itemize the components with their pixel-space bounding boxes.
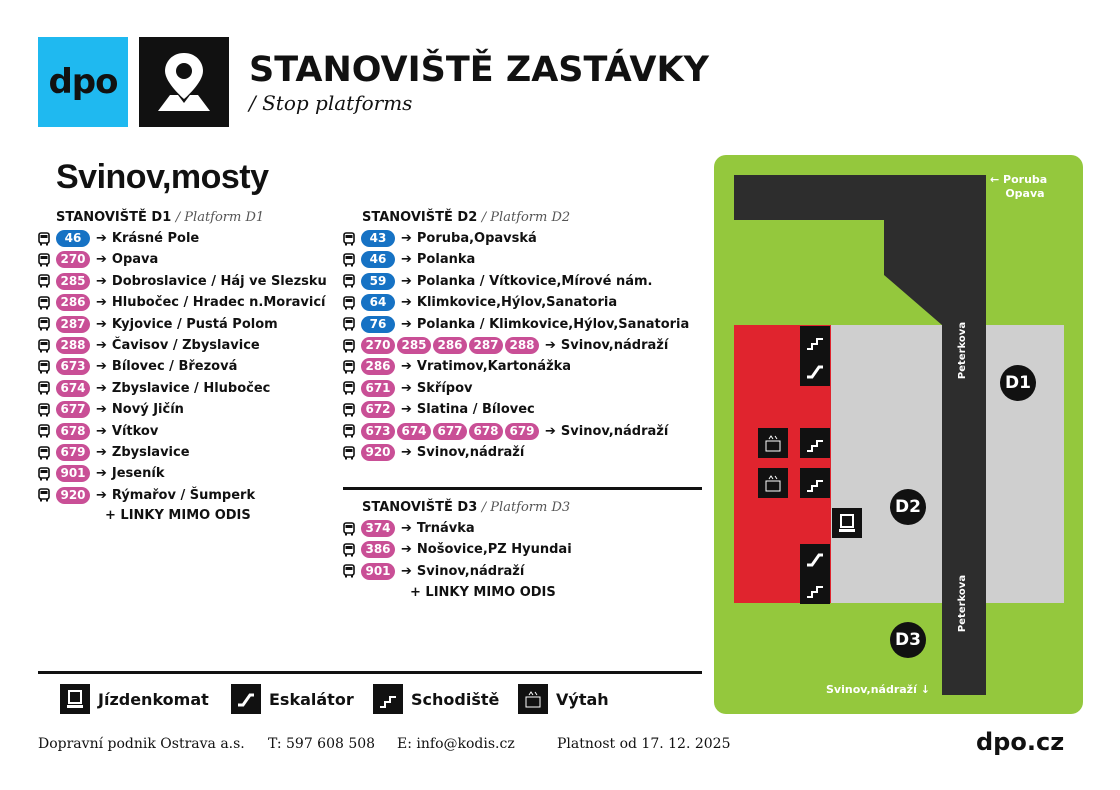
arrow-icon: ➔ <box>96 466 107 482</box>
street-label-north: Peterkova <box>957 321 969 380</box>
destination: Svinov,nádraží <box>416 445 525 460</box>
line-badge: 374 <box>361 520 395 537</box>
route-row <box>343 228 537 249</box>
arrow-icon: ➔ <box>401 359 412 375</box>
logo-text: dpo <box>48 62 118 102</box>
destination: Nošovice,PZ Hyundai <box>416 542 572 558</box>
route-row <box>38 314 278 335</box>
bus-icon <box>38 360 50 374</box>
website-link[interactable]: dpo.cz <box>976 728 1065 756</box>
route-row <box>343 292 617 313</box>
bus-icon <box>343 296 355 310</box>
destination: Jeseník <box>111 466 165 482</box>
arrow-icon: ➔ <box>401 380 412 396</box>
destination: Krásné Pole <box>111 231 200 246</box>
destination: Skřípov <box>416 380 473 396</box>
route-row <box>38 399 184 420</box>
arrow-icon: ➔ <box>401 445 412 460</box>
footer-company: Dopravní podnik Ostrava a.s. <box>38 736 245 752</box>
bus-icon <box>343 253 355 267</box>
arrow-icon: ➔ <box>401 316 412 332</box>
bus-icon <box>343 564 355 578</box>
arrow-icon: ➔ <box>96 423 107 439</box>
line-badge: 673 <box>56 358 90 375</box>
line-badge: 901 <box>56 465 90 482</box>
platform-d3-marker: D3 <box>890 622 926 658</box>
bus-icon <box>343 522 355 536</box>
stairs-icon <box>373 684 403 714</box>
platform-d3-extra: + LINKY MIMO ODIS <box>410 585 556 600</box>
line-badge: 59 <box>361 273 395 290</box>
line-badge: 678 <box>469 423 503 440</box>
lift-icon <box>758 468 788 498</box>
route-row <box>38 228 199 249</box>
route-row <box>343 271 652 292</box>
line-badge: 288 <box>505 337 539 354</box>
lift-icon <box>758 428 788 458</box>
arrow-icon: ➔ <box>96 273 107 289</box>
footer-email: E: info@kodis.cz <box>397 736 515 752</box>
line-badge: 43 <box>361 230 395 247</box>
bus-icon <box>343 232 355 246</box>
line-badge: 286 <box>361 358 395 375</box>
platform-d1-marker: D1 <box>1000 365 1036 401</box>
arrow-icon: ➔ <box>401 273 412 289</box>
page-title: STANOVIŠTĚ ZASTÁVKY <box>249 50 709 90</box>
destination: Vítkov <box>111 423 159 439</box>
arrow-icon: ➔ <box>96 295 107 311</box>
destination: Rýmařov / Šumperk <box>111 487 256 503</box>
route-row <box>38 335 260 356</box>
arrow-icon: ➔ <box>545 423 556 439</box>
bus-icon <box>343 424 355 438</box>
arrow-icon: ➔ <box>96 252 107 268</box>
route-row <box>38 442 190 463</box>
map-pin-icon <box>139 37 229 127</box>
arrow-icon: ➔ <box>401 542 412 558</box>
legend-escalator: Eskalátor <box>231 684 354 714</box>
destination: Kyjovice / Pustá Polom <box>111 316 278 332</box>
route-row <box>343 539 572 560</box>
line-badge: 678 <box>56 423 90 440</box>
destination: Svinov,nádraží <box>560 338 669 353</box>
legend-lift: Výtah <box>518 684 609 714</box>
destination: Dobroslavice / Háj ve Slezsku <box>111 273 327 289</box>
line-badge: 270 <box>56 251 90 268</box>
direction-south: Svinov,nádraží ↓ <box>826 683 930 696</box>
arrow-icon: ➔ <box>96 402 107 418</box>
line-badge: 386 <box>361 541 395 558</box>
footer-phone: T: 597 608 508 <box>268 736 376 752</box>
arrow-icon: ➔ <box>401 402 412 418</box>
legend-divider <box>38 671 702 674</box>
arrow-icon: ➔ <box>401 252 412 268</box>
destination: Zbyslavice <box>111 445 190 460</box>
line-badge: 76 <box>361 316 395 333</box>
line-badge: 285 <box>56 273 90 290</box>
destination: Svinov,nádraží <box>416 563 525 579</box>
route-row <box>38 271 327 292</box>
destination: Nový Jičín <box>111 402 184 418</box>
divider <box>343 487 702 490</box>
destination: Opava <box>111 252 159 268</box>
bus-icon <box>343 317 355 331</box>
line-badge: 270 <box>361 337 395 354</box>
direction-north: ← Poruba Opava <box>990 173 1048 200</box>
route-row <box>38 356 237 377</box>
arrow-icon: ➔ <box>96 487 107 503</box>
destination: Slatina / Bílovec <box>416 402 535 418</box>
arrow-icon: ➔ <box>401 563 412 579</box>
destination: Bílovec / Březová <box>111 359 238 375</box>
route-row <box>38 292 326 313</box>
arrow-icon: ➔ <box>401 295 412 311</box>
destination: Svinov,nádraží <box>560 423 669 439</box>
line-badge: 677 <box>433 423 467 440</box>
bus-icon <box>343 381 355 395</box>
arrow-icon: ➔ <box>401 231 412 246</box>
bus-icon <box>38 296 50 310</box>
legend-ticket: Jízdenkomat <box>60 684 209 714</box>
line-badge: 286 <box>433 337 467 354</box>
platform-d3-heading: STANOVIŠTĚ D3 / Platform D3 <box>362 500 571 515</box>
route-row <box>38 421 158 442</box>
bus-icon <box>343 274 355 288</box>
footer-validity: Platnost od 17. 12. 2025 <box>557 736 731 752</box>
bus-icon <box>38 381 50 395</box>
line-badge: 679 <box>505 423 539 440</box>
line-badge: 46 <box>56 230 90 247</box>
line-badge: 287 <box>469 337 503 354</box>
arrow-icon: ➔ <box>545 338 556 353</box>
stairs-icon <box>800 468 830 498</box>
line-badge: 288 <box>56 337 90 354</box>
line-badge: 671 <box>361 380 395 397</box>
stairs-icon <box>800 574 830 604</box>
stop-name: Svinov,mosty <box>56 158 269 196</box>
line-badge: 674 <box>56 380 90 397</box>
line-badge: 672 <box>361 401 395 418</box>
lift-icon <box>518 684 548 714</box>
page-subtitle: / Stop platforms <box>249 91 413 115</box>
route-row <box>343 335 668 356</box>
bus-icon <box>38 253 50 267</box>
dpo-logo <box>38 37 128 127</box>
route-row <box>343 249 475 270</box>
bus-icon <box>38 339 50 353</box>
bus-icon <box>38 317 50 331</box>
line-badge: 286 <box>56 294 90 311</box>
destination: Trnávka <box>416 521 475 536</box>
destination: Poruba,Opavská <box>416 231 537 246</box>
arrow-icon: ➔ <box>96 359 107 375</box>
platform-d2-heading: STANOVIŠTĚ D2 / Platform D2 <box>362 210 571 225</box>
stairs-icon <box>800 326 830 356</box>
route-row <box>38 485 255 506</box>
destination: Vratimov,Kartonážka <box>416 359 572 375</box>
line-badge: 679 <box>56 444 90 461</box>
bus-icon <box>343 360 355 374</box>
route-row <box>343 314 689 335</box>
line-badge: 920 <box>361 444 395 461</box>
ticket-machine-icon <box>832 508 862 538</box>
bus-icon <box>343 403 355 417</box>
stop-map <box>714 155 1083 714</box>
line-badge: 285 <box>397 337 431 354</box>
platform-d1-extra: + LINKY MIMO ODIS <box>105 508 251 523</box>
ticket-machine-icon <box>60 684 90 714</box>
line-badge: 674 <box>397 423 431 440</box>
bus-icon <box>38 467 50 481</box>
bus-icon <box>343 543 355 557</box>
platform-d2-marker: D2 <box>890 489 926 525</box>
bus-icon <box>343 339 355 353</box>
destination: Čavisov / Zbyslavice <box>111 338 260 353</box>
route-row <box>343 356 571 377</box>
escalator-icon <box>800 356 830 386</box>
destination: Polanka / Vítkovice,Mírové nám. <box>416 273 653 289</box>
bus-icon <box>38 403 50 417</box>
line-badge: 677 <box>56 401 90 418</box>
escalator-icon <box>231 684 261 714</box>
bus-icon <box>38 232 50 246</box>
line-badge: 64 <box>361 294 395 311</box>
line-badge: 46 <box>361 251 395 268</box>
arrow-icon: ➔ <box>96 231 107 246</box>
route-row <box>343 378 473 399</box>
bus-icon <box>38 488 50 502</box>
destination: Polanka / Klimkovice,Hýlov,Sanatoria <box>416 316 690 332</box>
route-row <box>38 249 158 270</box>
destination: Klimkovice,Hýlov,Sanatoria <box>416 295 618 311</box>
arrow-icon: ➔ <box>96 445 107 460</box>
line-badge: 920 <box>56 487 90 504</box>
arrow-icon: ➔ <box>96 338 107 353</box>
bus-icon <box>38 424 50 438</box>
route-row <box>343 399 535 420</box>
route-row <box>343 561 524 582</box>
stairs-icon <box>800 428 830 458</box>
route-row <box>343 442 524 463</box>
route-row <box>343 421 668 442</box>
bus-icon <box>38 446 50 460</box>
route-row <box>343 518 475 539</box>
destination: Polanka <box>416 252 476 268</box>
line-badge: 901 <box>361 563 395 580</box>
arrow-icon: ➔ <box>96 316 107 332</box>
bus-icon <box>343 446 355 460</box>
line-badge: 287 <box>56 316 90 333</box>
arrow-icon: ➔ <box>401 521 412 536</box>
street-label-south: Peterkova <box>957 574 969 633</box>
route-row <box>38 463 164 484</box>
destination: Zbyslavice / Hlubočec <box>111 380 271 396</box>
legend-stairs: Schodiště <box>373 684 499 714</box>
escalator-icon <box>800 544 830 574</box>
destination: Hlubočec / Hradec n.Moravicí <box>111 295 326 311</box>
bus-icon <box>38 274 50 288</box>
platform-d1-heading: STANOVIŠTĚ D1 / Platform D1 <box>56 210 265 225</box>
line-badge: 673 <box>361 423 395 440</box>
route-row <box>38 378 270 399</box>
arrow-icon: ➔ <box>96 380 107 396</box>
